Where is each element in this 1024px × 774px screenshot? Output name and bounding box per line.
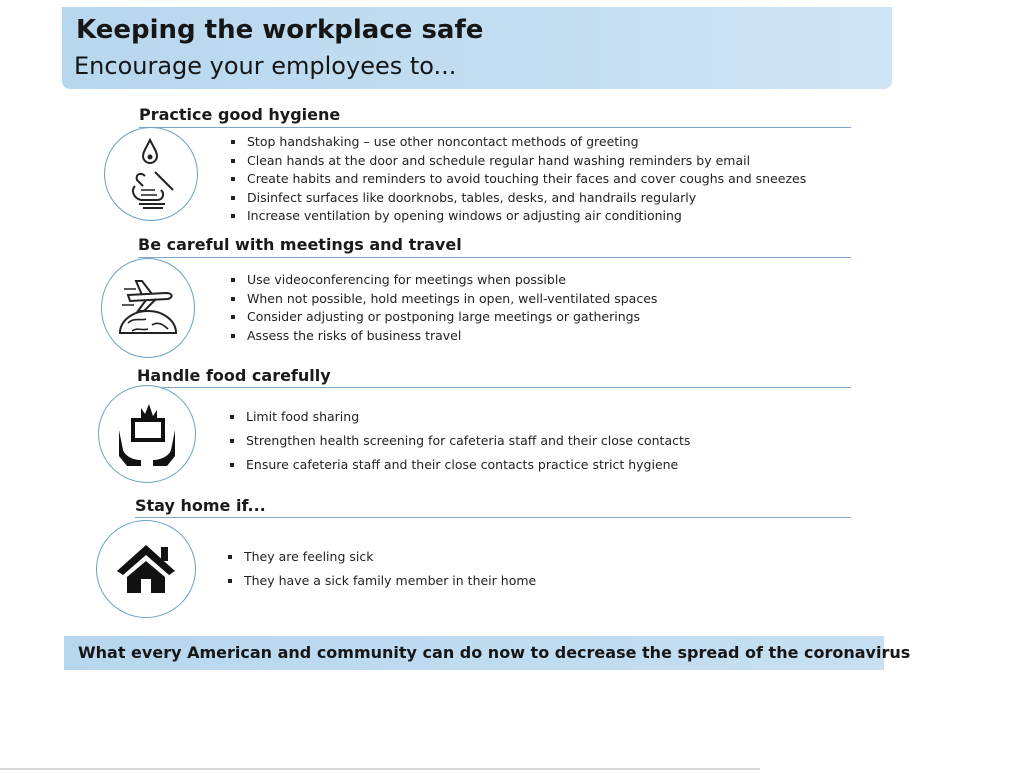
section-divider: [135, 517, 851, 518]
section-divider: [137, 387, 851, 388]
bullet-list: [230, 405, 690, 477]
bullet-list: [231, 271, 657, 345]
list-item: Disinfect surfaces like doorknobs, tables, desks, and handrails regularly: [231, 189, 806, 208]
bullet-list: [231, 133, 806, 226]
section-divider: [138, 257, 851, 258]
page-edge-divider: [0, 768, 760, 770]
list-item: Strengthen health screening for cafeteria staff and their close contacts: [230, 429, 690, 453]
footer-text: What every American and community can do now to decrease the spread of the coronavirus: [78, 643, 911, 662]
hands-food-icon: [98, 385, 196, 483]
list-item: Create habits and reminders to avoid touching their faces and cover coughs and sneezes: [231, 170, 806, 189]
list-item: Use videoconferencing for meetings when possible: [231, 271, 657, 290]
list-item: They are feeling sick: [228, 545, 536, 569]
list-item: Stop handshaking – use other noncontact methods of greeting: [231, 133, 806, 152]
list-item: Limit food sharing: [230, 405, 690, 429]
section-title: Practice good hygiene: [139, 105, 341, 124]
list-item: When not possible, hold meetings in open, well-ventilated spaces: [231, 290, 657, 309]
list-item: Consider adjusting or postponing large meetings or gatherings: [231, 308, 657, 327]
footer-banner: [64, 636, 911, 670]
section-title: Be careful with meetings and travel: [138, 235, 462, 254]
header-banner: [62, 7, 892, 89]
house-icon: [96, 520, 196, 618]
page-title: Keeping the workplace safe: [76, 15, 484, 45]
list-item: Assess the risks of business travel: [231, 327, 657, 346]
bullet-list: [228, 545, 536, 593]
list-item: Ensure cafeteria staff and their close contacts practice strict hygiene: [230, 453, 690, 477]
section-title: Handle food carefully: [137, 366, 331, 385]
section-divider: [139, 127, 851, 128]
list-item: They have a sick family member in their home: [228, 569, 536, 593]
page-subtitle: Encourage your employees to...: [74, 52, 457, 80]
hand-washing-icon: [104, 127, 198, 221]
section-title: Stay home if...: [135, 496, 266, 515]
list-item: Clean hands at the door and schedule regular hand washing reminders by email: [231, 152, 806, 171]
airplane-globe-icon: [101, 258, 195, 358]
list-item: Increase ventilation by opening windows or adjusting air conditioning: [231, 207, 806, 226]
